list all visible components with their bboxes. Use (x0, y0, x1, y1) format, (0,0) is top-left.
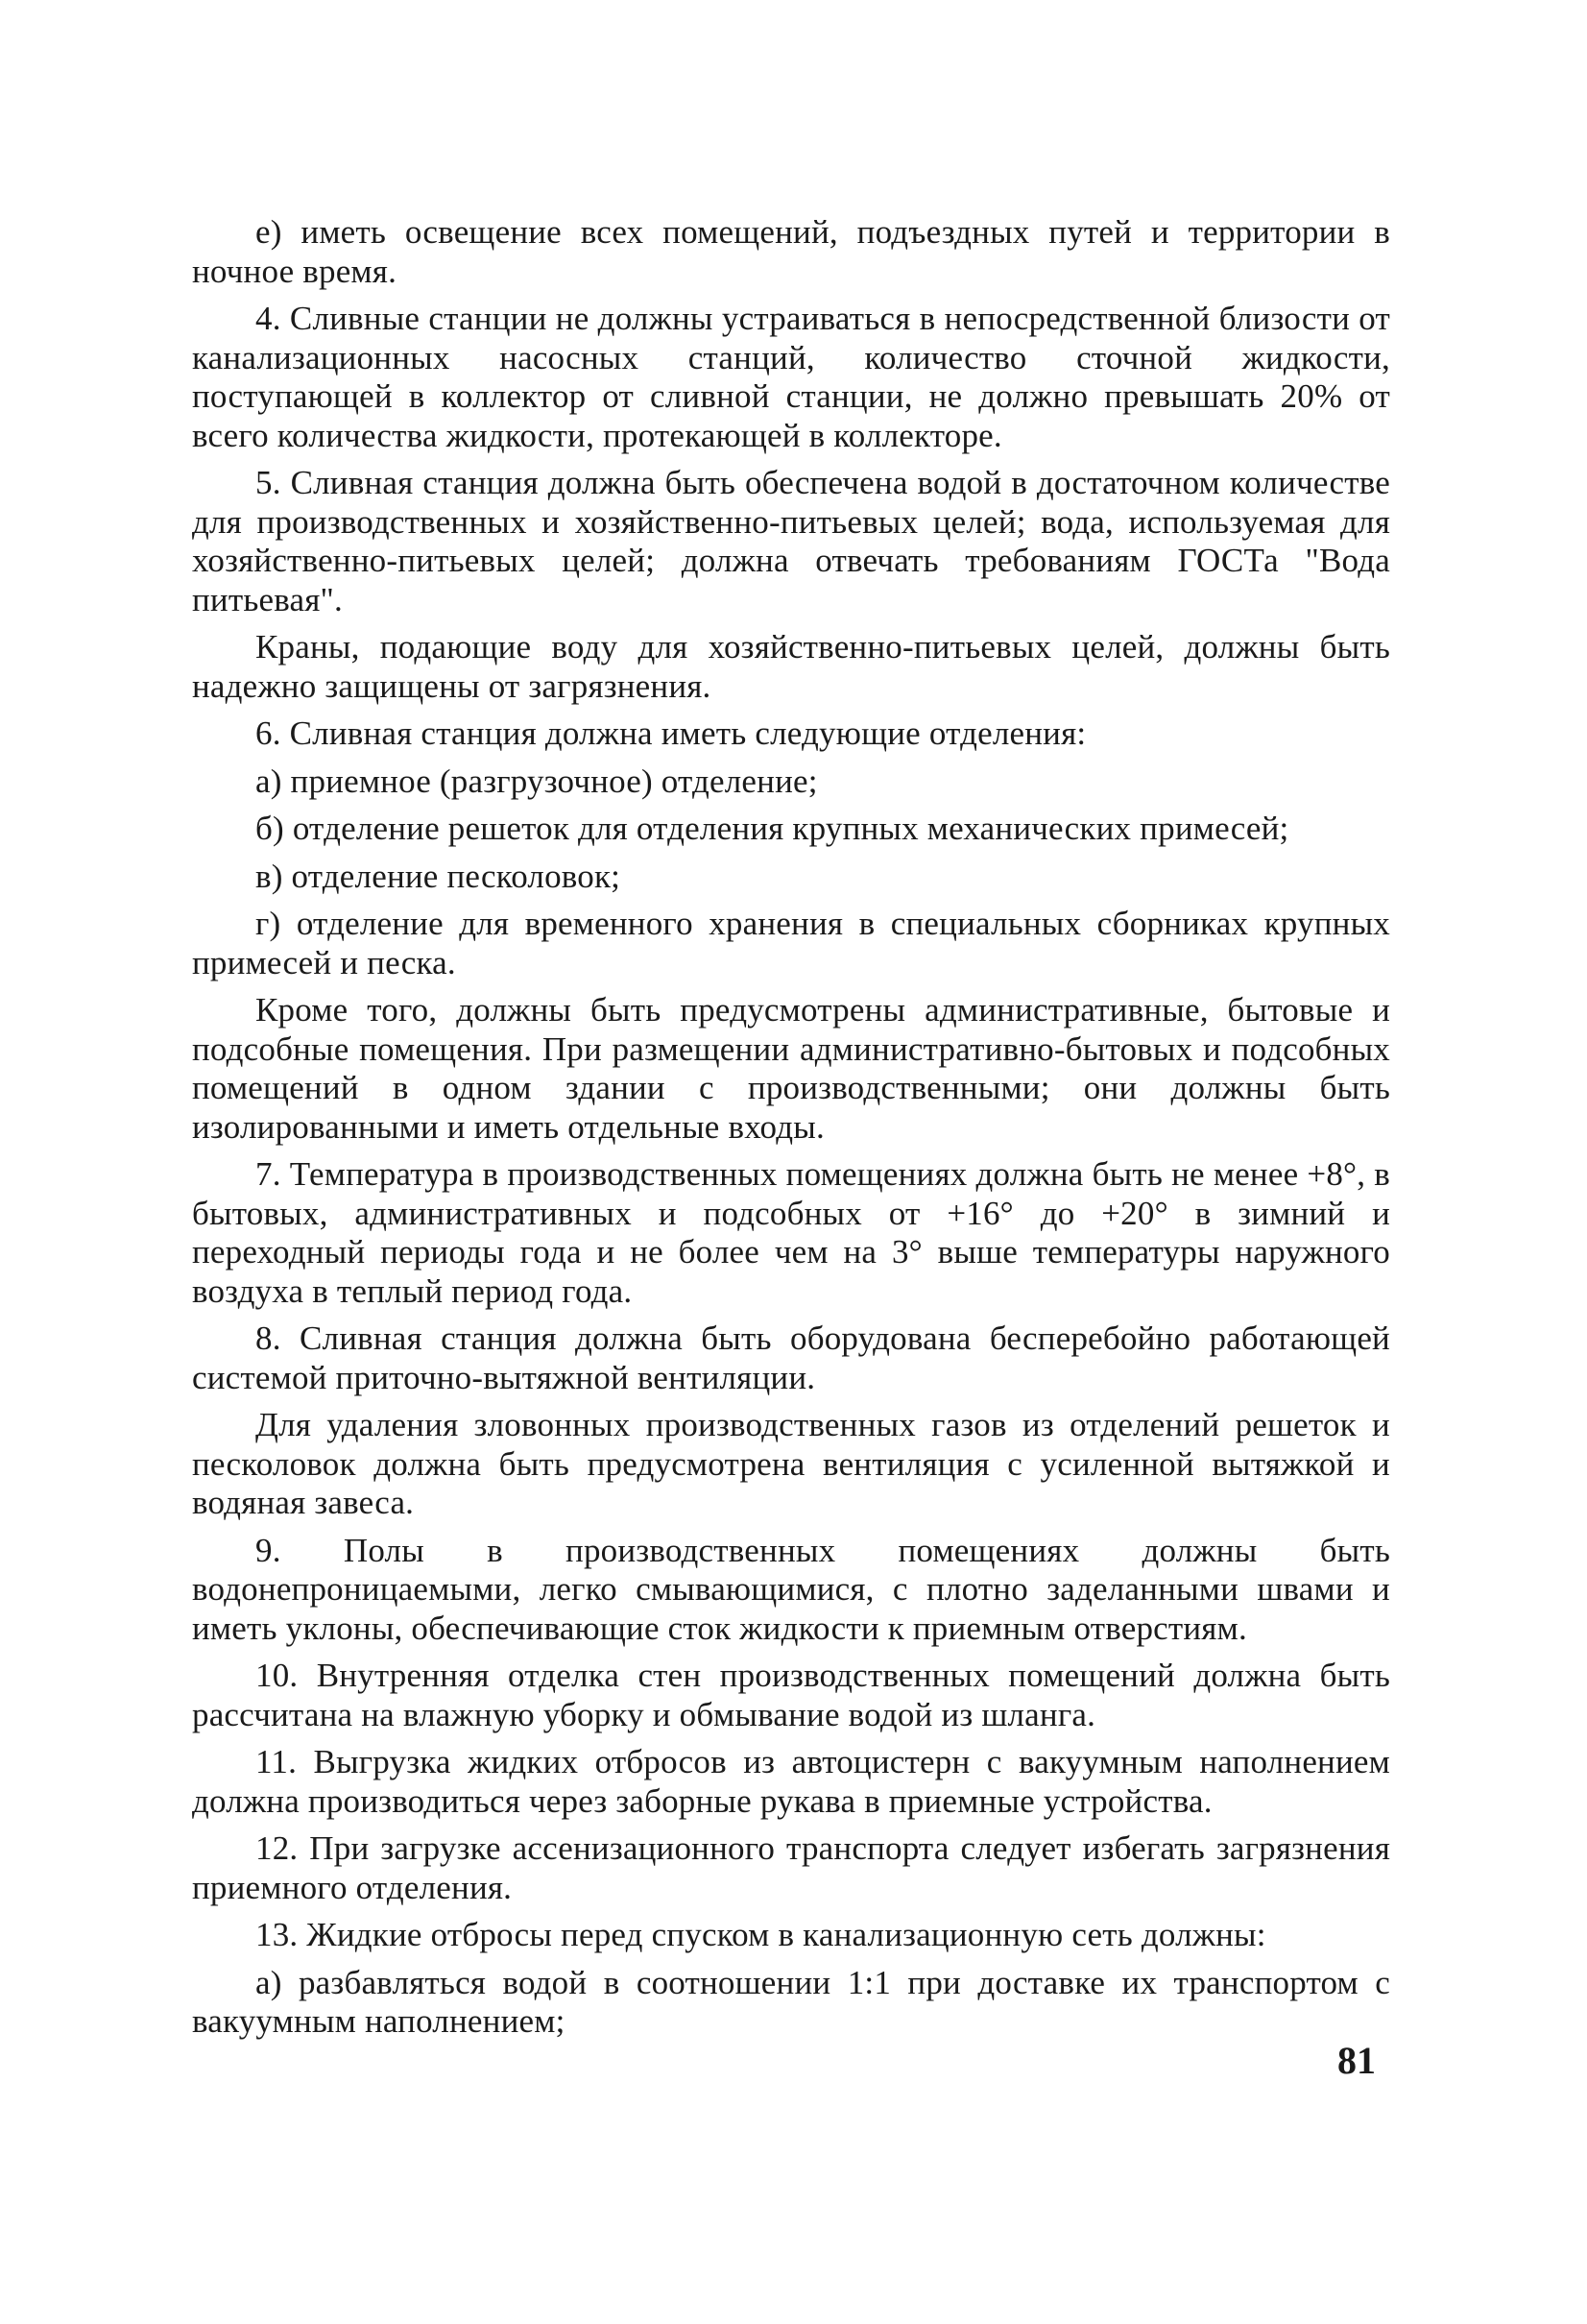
paragraph-7-temperature: 7. Температура в производственных помещениях должна быть не менее +8°, в бытовых, административных и подсобных от +16° до +20° в зимний и переходный периоды года и не более чем на 3° выше температуры наружного воздуха в теплый период года. (192, 1155, 1390, 1310)
paragraph-12-loading: 12. При загрузке ассенизационного транспорта следует избегать загрязнения приемного отделения. (192, 1829, 1390, 1906)
paragraph-11-unloading: 11. Выгрузка жидких отбросов из автоцистерн с вакуумным наполнением должна производиться через заборные рукава в приемные устройства. (192, 1743, 1390, 1820)
paragraph-e-lighting: е) иметь освещение всех помещений, подъездных путей и территории в ночное время. (192, 213, 1390, 290)
paragraph-6-departments: 6. Сливная станция должна иметь следующие отделения: (255, 714, 1087, 752)
paragraph-5-water-supply: 5. Сливная станция должна быть обеспечена водой в достаточном количестве для производственных и хозяйственно-питьевых целей; вода, используемая для хозяйственно-питьевых целей; должна отвечать требованиям ГОСТа "Вода питьевая". (192, 464, 1390, 618)
page-number: 81 (1337, 2039, 1376, 2082)
paragraph-10-walls: 10. Внутренняя отделка стен производственных помещений должна быть рассчитана на влажную уборку и обмывание водой из шланга. (192, 1657, 1390, 1733)
paragraph-gas-removal: Для удаления зловонных производственных газов из отделений решеток и песколовок должна быть предусмотрена вентиляция с усиленной вытяжкой и водяная завеса. (192, 1406, 1390, 1521)
paragraph-taps: Краны, подающие воду для хозяйственно-питьевых целей, должны быть надежно защищены от загрязнения. (192, 628, 1390, 705)
list-item-b-grates: б) отделение решеток для отделения крупных механических примесей; (255, 810, 1289, 847)
paragraph-auxiliary-rooms: Кроме того, должны быть предусмотрены административные, бытовые и подсобные помещения. При размещении административно-бытовых и подсобных помещений в одном здании с производственными; они должны быть изолированными и иметь отдельные входы. (192, 991, 1390, 1146)
list-item-a-dilution: а) разбавляться водой в соотношении 1:1 при доставке их транспортом с вакуумным наполнением; (192, 1963, 1390, 2040)
paragraph-4-location: 4. Сливные станции не должны устраиваться в непосредственной близости от канализационных насосных станций, количество сточной жидкости, поступающей в коллектор от сливной станции, не должно превышать 20% от всего количества жидкости, протекающей в коллекторе. (192, 300, 1390, 454)
paragraph-13-liquid-waste: 13. Жидкие отбросы перед спуском в канализационную сеть должны: (255, 1916, 1266, 1953)
list-item-g-storage: г) отделение для временного хранения в специальных сборниках крупных примесей и песка. (192, 905, 1390, 981)
paragraph-9-floors: 9. Полы в производственных помещениях должны быть водонепроницаемыми, легко смывающимися, с плотно заделанными швами и иметь уклоны, обеспечивающие сток жидкости к приемным отверстиям. (192, 1531, 1390, 1647)
list-item-v-sand-traps: в) отделение песколовок; (255, 857, 621, 895)
paragraph-8-ventilation: 8. Сливная станция должна быть оборудована бесперебойно работающей системой приточно-вытяжной вентиляции. (192, 1319, 1390, 1396)
list-item-a-receiving: а) приемное (разгрузочное) отделение; (255, 762, 818, 800)
text-body (192, 213, 1390, 2050)
